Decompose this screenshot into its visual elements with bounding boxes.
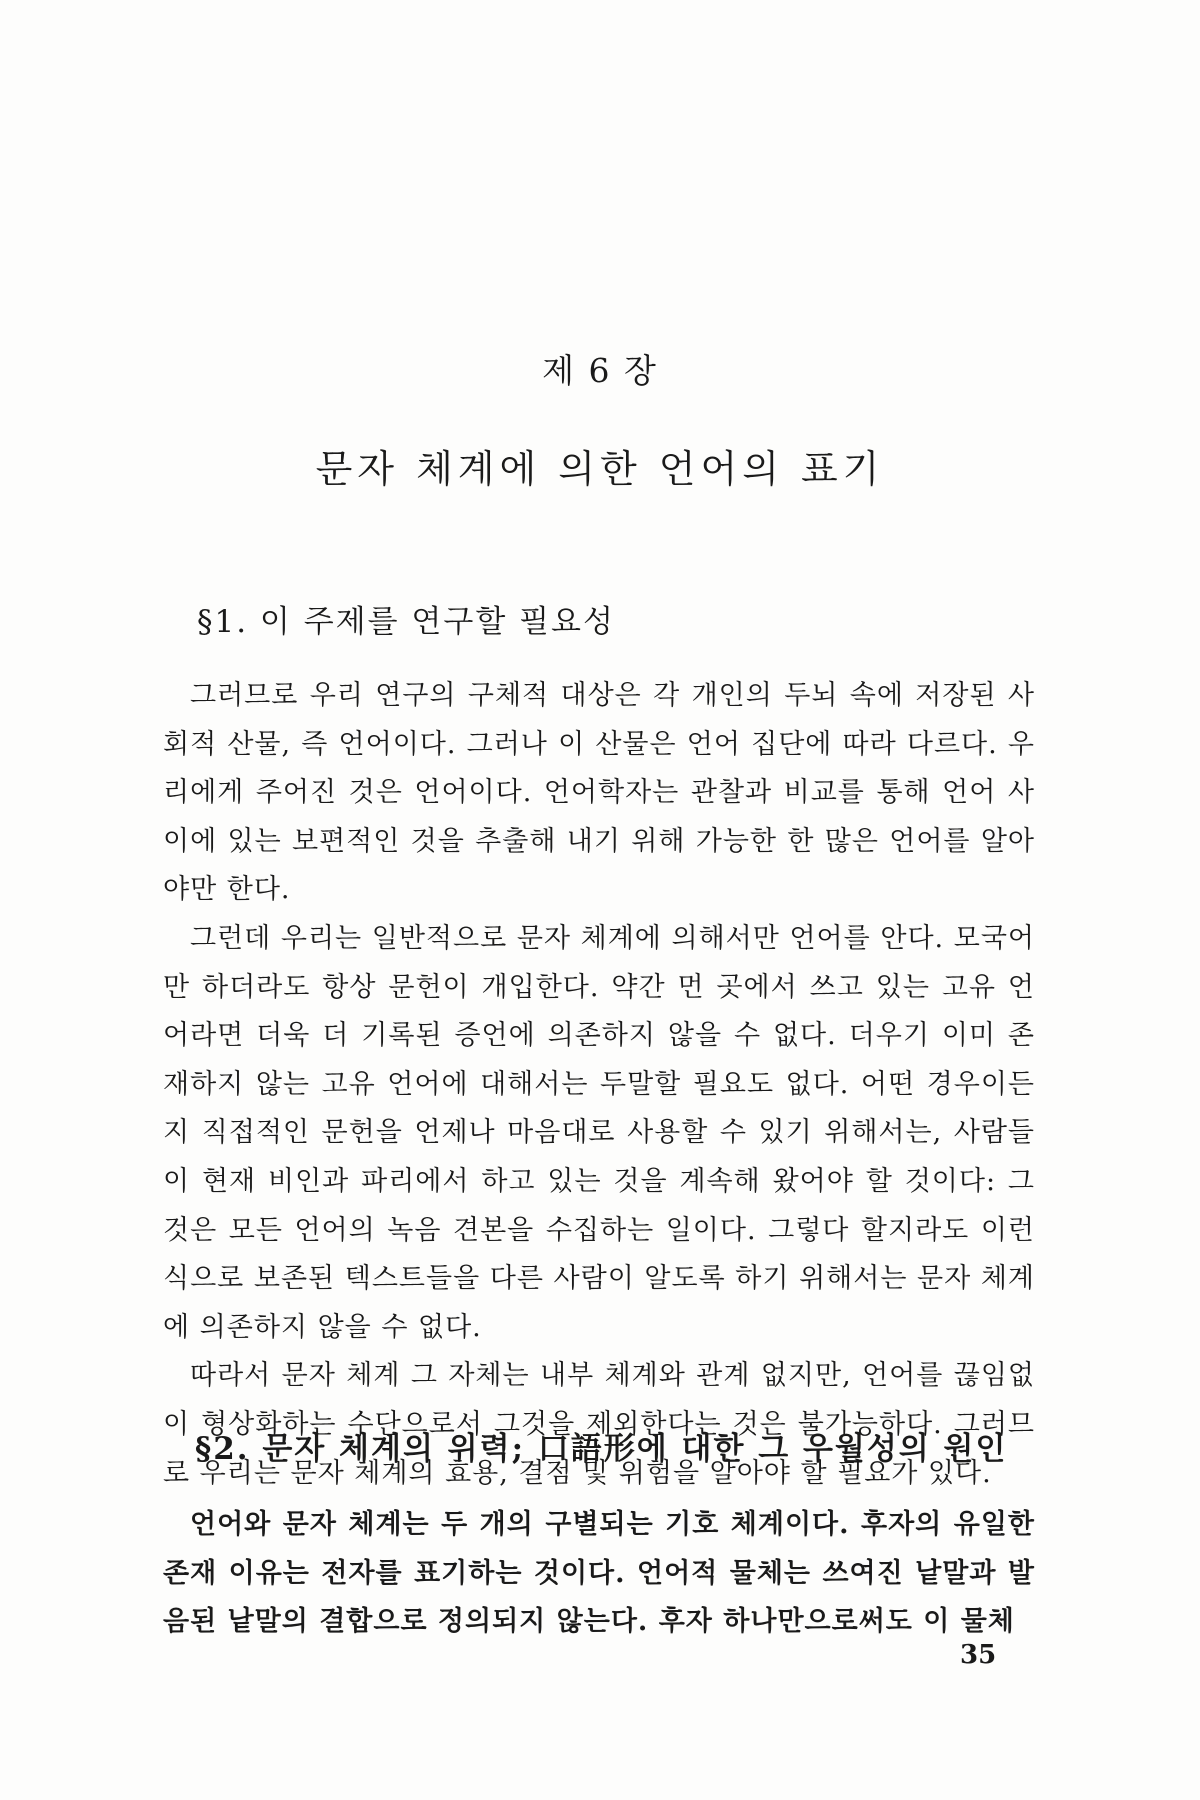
paragraph: 언어와 문자 체계는 두 개의 구별되는 기호 체계이다. 후자의 유일한 존재 이유는 전자를 표기하는 것이다. 언어적 물체는 쓰여진 낱말과 발음된 낱말의 결합으로 정의되지 않는다. 후자 하나만으로써도 이 물체 bbox=[163, 1509, 1035, 1638]
section-2-body bbox=[163, 1501, 1035, 1647]
chapter-title: 문자 체계에 의한 언어의 표기 bbox=[315, 447, 885, 491]
chapter-number: 제 6 장 bbox=[542, 351, 658, 390]
section-1-body bbox=[163, 672, 1035, 1498]
section-2-heading: §2. 문자 체계의 위력; 口語形에 대한 그 우월성의 원인 bbox=[195, 1431, 1008, 1467]
paragraph: 그러므로 우리 연구의 구체적 대상은 각 개인의 두뇌 속에 저장된 사회적 산물, 즉 언어이다. 그러나 이 산물은 언어 집단에 따라 다르다. 우리에게 주어진 것은 언어이다. 언어학자는 관찰과 비교를 통해 언어 사이에 있는 보편적인 것을 추출해 내기 위해 가능한 한 많은 언어를 알아야만 한다. bbox=[163, 680, 1035, 906]
page-number: 35 bbox=[960, 1640, 997, 1670]
paragraph: 따라서 문자 체계 그 자체는 내부 체계와 관계 없지만, 언어를 끊임없이 형상화하는 수단으로서 그것을 제외한다는 것은 불가능하다. 그러므로 우리는 문자 체계의 효용, 결점 및 위험을 알아야 할 필요가 있다. bbox=[163, 1360, 1035, 1489]
paragraph: 그런데 우리는 일반적으로 문자 체계에 의해서만 언어를 안다. 모국어만 하더라도 항상 문헌이 개입한다. 약간 먼 곳에서 쓰고 있는 고유 언어라면 더욱 더 기록된 증언에 의존하지 않을 수 없다. 더우기 이미 존재하지 않는 고유 언어에 대해서는 두말할 필요도 없다. 어떤 경우이든지 직접적인 문헌을 언제나 마음대로 사용할 수 있기 위해서는, 사람들이 현재 비인과 파리에서 하고 있는 것을 계속해 왔어야 할 것이다: 그것은 모든 언어의 녹음 견본을 수집하는 일이다. 그렇다 할지라도 이런 식으로 보존된 텍스트들을 다른 사람이 알도록 하기 위해서는 문자 체계에 의존하지 않을 수 없다. bbox=[163, 922, 1035, 1343]
section-1-heading: §1. 이 주제를 연구할 필요성 bbox=[197, 604, 615, 640]
